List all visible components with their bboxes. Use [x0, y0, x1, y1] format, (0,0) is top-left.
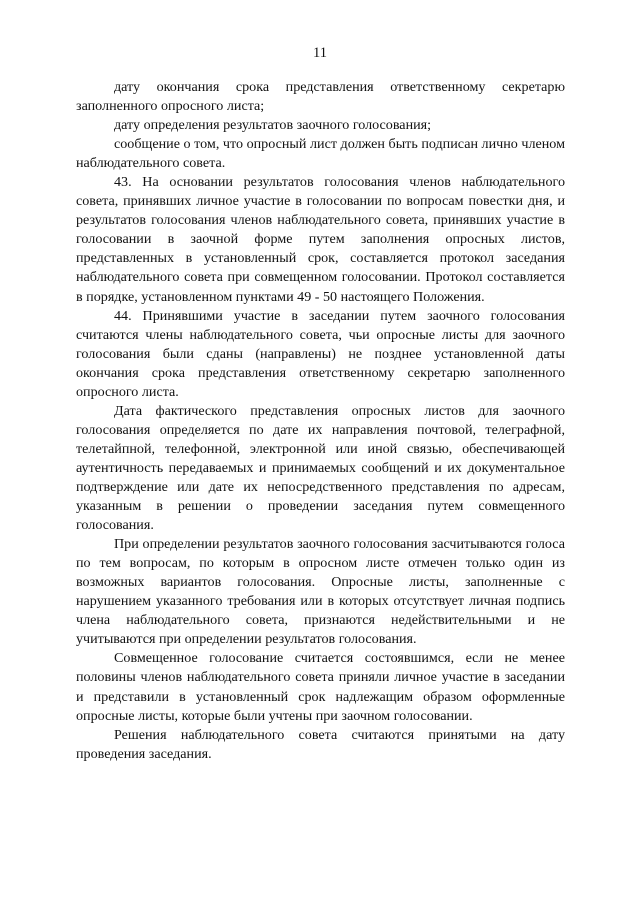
paragraph-results-date: дату определения результатов заочного голосования;: [114, 117, 432, 134]
paragraph-vote-counting: При определении результатов заочного голосования засчитываются голоса по тем вопросам, по которым в опросном листе отмечен только один из возможных вариантов голосования. Опросные листы, заполненные с нарушением указанного требования или в которых отсутствует личная подпись члена наблюдательного совета, признаются недействительными и не учитываются при определении результатов голосования.: [76, 536, 565, 648]
paragraph-decision-date: Решения наблюдательного совета считаются принятыми на дату проведения заседания.: [76, 726, 565, 762]
page-number: 11: [313, 45, 327, 61]
paragraph-clause-43: 43. На основании результатов голосования членов наблюдательного совета, принявших личное участие в голосовании по вопросам повестки дня, и результатов голосования членов наблюдательного совета, принявших участие в голосовании в заочной форме путем заполнения опросных листов, представленных в установленный срок, составляется протокол заседания наблюдательного совета при совмещенном голосовании. Протокол составляется в порядке, установленном пунктами 49 - 50 настоящего Положения.: [76, 174, 565, 305]
paragraph-deadline-date: дату окончания срока представления ответственному секретарю заполненного опросного листа;: [76, 79, 565, 115]
paragraph-quorum: Совмещенное голосование считается состоявшимся, если не менее половины членов наблюдательного совета приняли личное участие в заседании и представили в установленный срок надлежащим образом оформленные опросные листы, которые были учтены при заочном голосовании.: [76, 650, 565, 724]
paragraph-signature-notice: сообщение о том, что опросный лист должен быть подписан лично членом наблюдательного совета.: [76, 136, 565, 172]
paragraph-clause-44: 44. Принявшими участие в заседании путем заочного голосования считаются члены наблюдательного совета, чьи опросные листы для заочного голосования были сданы (направлены) не позднее установленной даты окончания срока представления ответственному секретарю заполненного опросного листа.: [76, 307, 565, 400]
paragraph-submission-date: Дата фактического представления опросных листов для заочного голосования определяется по дате их направления почтовой, телеграфной, телетайпной, телефонной, электронной или иной связью, обеспечивающей аутентичность передаваемых и принимаемых сообщений и их документальное подтверждение или дате их непосредственного представления по адресам, указанным в решении о проведении заседания путем совмещенного голосования.: [76, 402, 565, 534]
document-body: [76, 78, 565, 764]
